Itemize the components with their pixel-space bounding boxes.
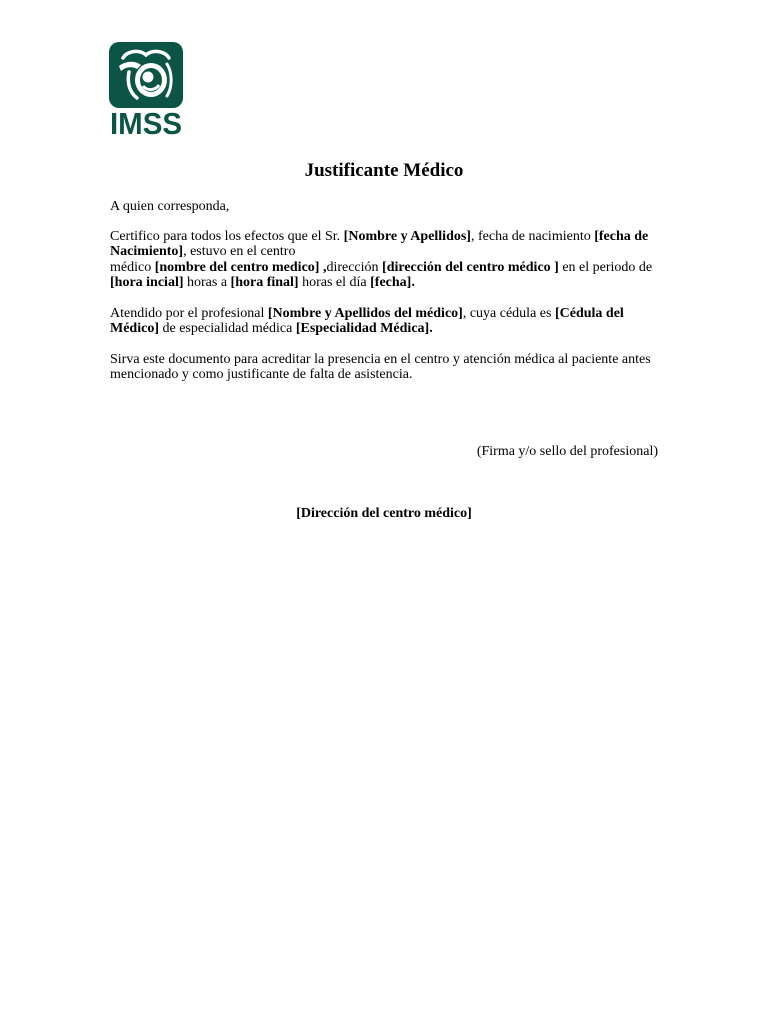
purpose-paragraph: Sirva este documento para acreditar la presencia en el centro y atención médica al paciente antes mencionado y como justificante de falta de asistencia. (110, 352, 651, 383)
svg-text:IMSS: IMSS (110, 106, 182, 139)
center-address-placeholder: [dirección del centro médico ] (382, 259, 559, 275)
certification-paragraph: Certifico para todos los efectos que el Sr. [Nombre y Apellidos], fecha de nacimiento [fecha de Nacimiento], estuvo en el centro médico [nombre del centro medico] ,dirección [dirección del centro médico ] en el periodo de [hora incial] horas a [hora final] horas el día [fecha]. (110, 229, 653, 290)
license-placeholder: [Cédula del Médico] (110, 306, 624, 337)
footer-address: [Dirección del centro médico] (296, 506, 472, 521)
start-hour-placeholder: [hora incial] (110, 274, 184, 290)
imss-emblem-icon (109, 42, 183, 108)
imss-logo (109, 42, 183, 140)
center-name-placeholder: [nombre del centro medico] , (154, 259, 327, 275)
specialty-placeholder: [Especialidad Médica]. (295, 321, 433, 337)
birthdate-placeholder: [fecha de Nacimiento] (110, 229, 649, 260)
date-placeholder: [fecha]. (370, 274, 415, 290)
patient-name-placeholder: [Nombre y Apellidos] (343, 229, 471, 244)
document-title: Justificante Médico (304, 160, 464, 181)
doctor-name-placeholder: [Nombre y Apellidos del médico] (267, 306, 463, 321)
greeting: A quien corresponda, (110, 199, 230, 214)
doctor-paragraph: Atendido por el profesional [Nombre y Apellidos del médico], cuya cédula es [Cédula del Médico] de especialidad médica [Especialidad Médica]. (110, 306, 624, 337)
end-hour-placeholder: [hora final] (230, 274, 299, 290)
imss-logo-text (109, 105, 183, 139)
signature-line: (Firma y/o sello del profesional) (476, 444, 658, 459)
